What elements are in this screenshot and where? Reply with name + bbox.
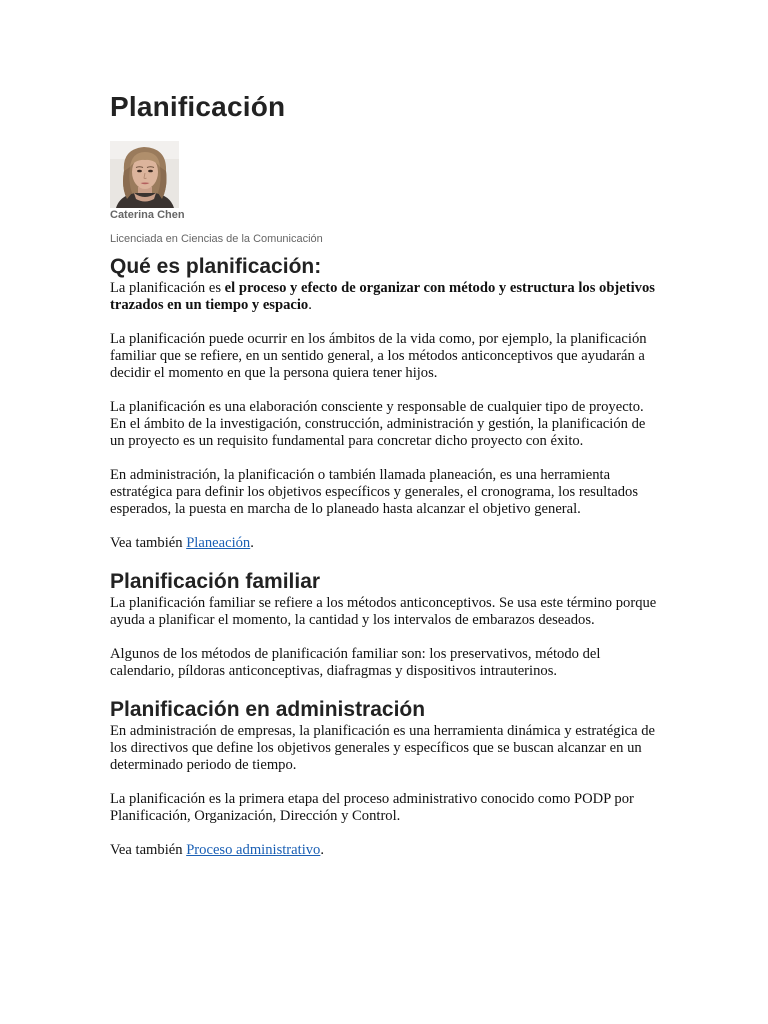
paragraph: En administración de empresas, la planificación es una herramienta dinámica y estratégica de los directivos que define los objetivos generales y específicos que se buscan alcanzar en un determinado periodo de tiempo.: [110, 723, 656, 773]
paragraph-text: .: [308, 297, 312, 313]
article: [110, 88, 660, 876]
page-title: Planificación: [110, 91, 286, 122]
planeacion-link[interactable]: Planeación: [186, 535, 251, 551]
see-also: [110, 535, 660, 552]
section-heading: Planificación en administración: [110, 698, 426, 721]
author-title: Licenciada en Ciencias de la Comunicación: [110, 233, 323, 245]
see-also-label: Vea también: [110, 842, 187, 858]
section-planificacion-administracion: [110, 697, 660, 859]
section-heading: Qué es planificación:: [110, 255, 322, 278]
paragraph: La planificación puede ocurrir en los ámbitos de la vida como, por ejemplo, la planificación familiar que se refiere, en un sentido general, a los métodos anticonceptivos que ayudarán a decidir el momento en que la persona quiera tener hijos.: [110, 331, 647, 381]
paragraph: En administración, la planificación o también llamada planeación, es una herramienta estratégica para definir los objetivos específicos y generales, el cronograma, los resultados esperados, la puesta en marcha de lo planeado hasta alcanzar el objetivo general.: [110, 467, 639, 517]
see-also: [110, 842, 660, 859]
paragraph-bold-text: el proceso y efecto de organizar con método y estructura los objetivos trazados en un tiempo y espacio: [110, 280, 655, 313]
see-also-label: Vea también: [110, 535, 187, 551]
paragraph-text: La planificación es: [110, 280, 225, 296]
section-planificacion-familiar: [110, 569, 660, 680]
paragraph: La planificación es la primera etapa del proceso administrativo conocido como PODP por Planificación, Organización, Dirección y Control.: [110, 791, 634, 824]
section-que-es: [110, 254, 660, 552]
proceso-administrativo-link[interactable]: Proceso administrativo: [186, 842, 321, 858]
see-also-suffix: .: [250, 535, 254, 551]
author-avatar: [110, 141, 179, 208]
see-also-suffix: .: [320, 842, 325, 858]
paragraph: La planificación familiar se refiere a los métodos anticonceptivos. Se usa este término porque ayuda a planificar el momento, la cantidad y los intervalos de embarazos deseados.: [110, 595, 657, 628]
paragraph: [110, 280, 660, 314]
section-heading: Planificación familiar: [110, 570, 321, 593]
paragraph: Algunos de los métodos de planificación familiar son: los preservativos, método del calendario, píldoras anticonceptivas, diafragmas y dispositivos intrauterinos.: [110, 646, 601, 679]
paragraph: La planificación es una elaboración consciente y responsable de cualquier tipo de proyecto. En el ámbito de la investigación, construcción, administración y gestión, la planificación de un proyecto es un requisito fundamental para concretar dicho proyecto con éxito.: [110, 399, 646, 449]
author-name: Caterina Chen: [110, 209, 185, 221]
author-photo: [110, 141, 179, 208]
